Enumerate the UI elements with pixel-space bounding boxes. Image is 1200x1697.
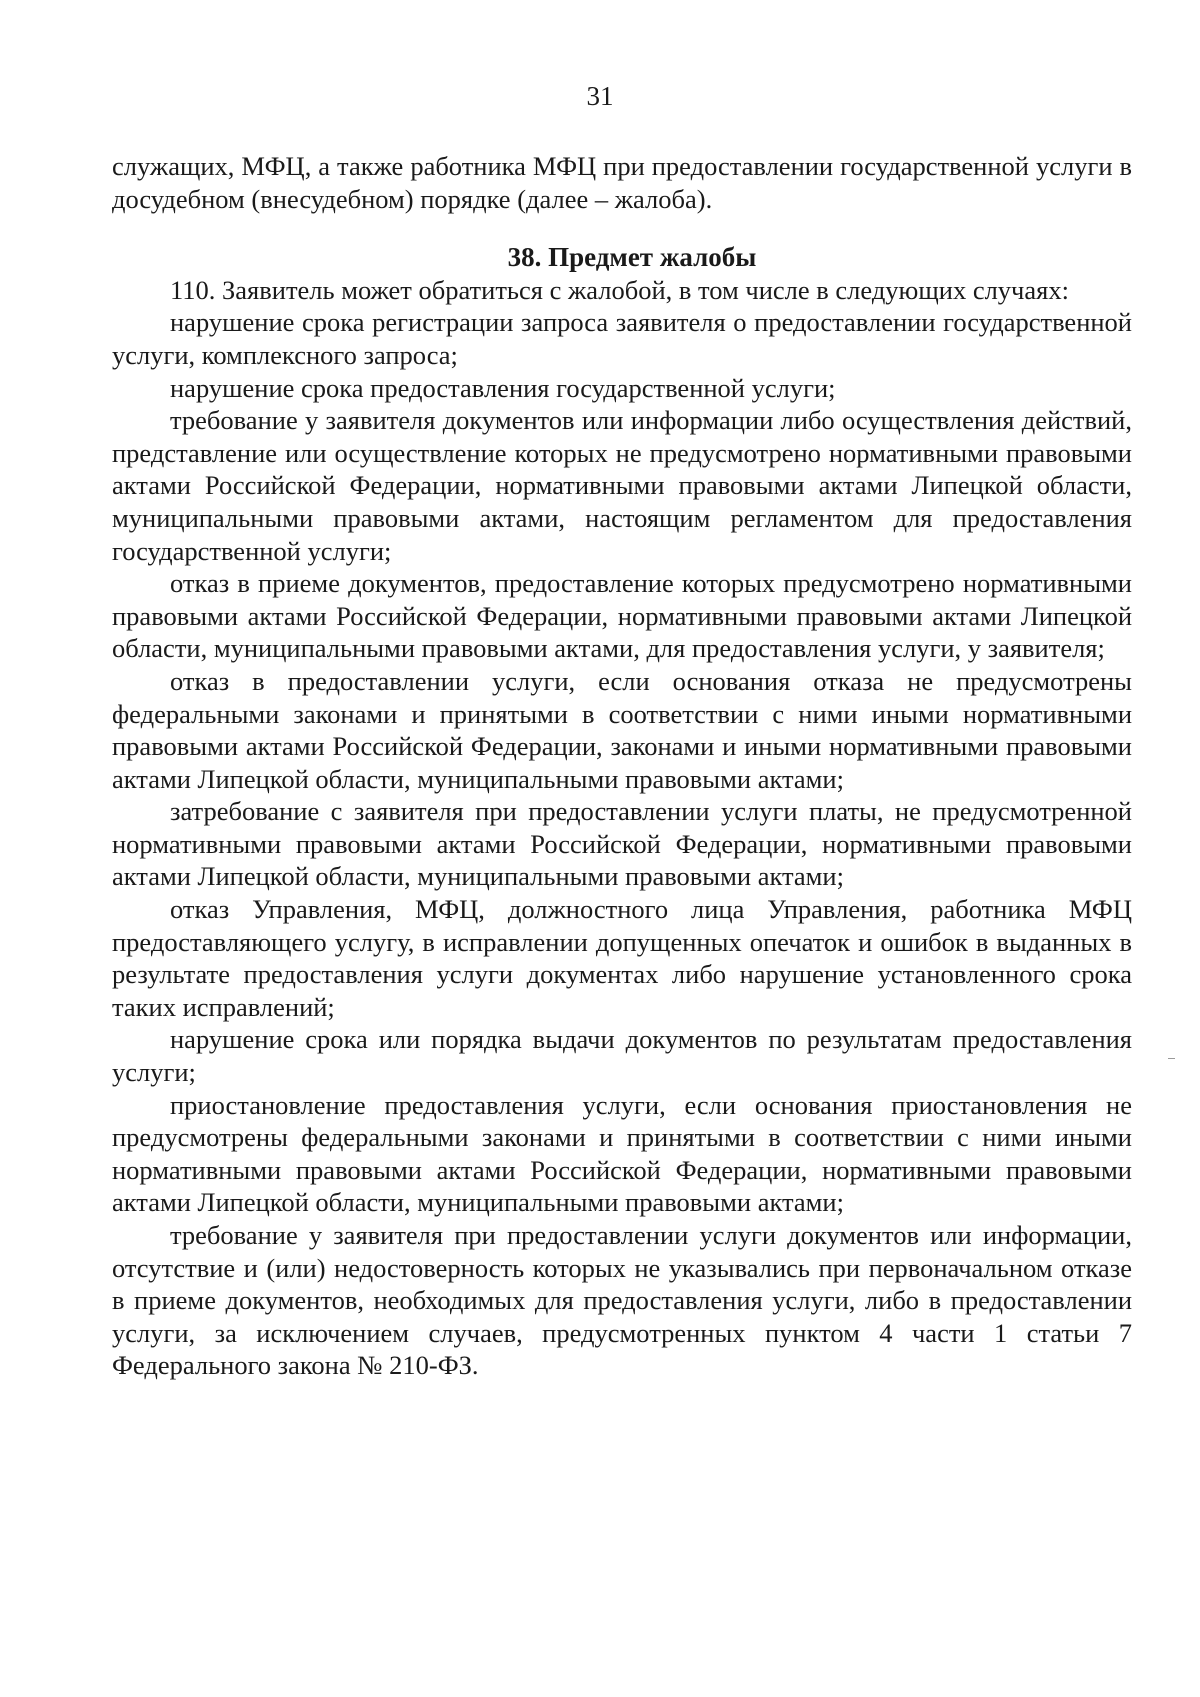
list-item: затребование с заявителя при предоставлении услуги платы, не предусмотренной нормативными правовыми актами Российской Федерации, нормативными правовыми актами Липецкой области, муниципальными правовыми актами;	[112, 796, 1132, 892]
list-item: нарушение срока предоставления государственной услуги;	[170, 372, 836, 403]
page-number: 31	[586, 81, 614, 111]
intro-paragraph: служащих, МФЦ, а также работника МФЦ при предоставлении государственной услуги в досудебном (внесудебном) порядке (далее – жалоба).	[112, 151, 1132, 214]
section-heading: 38. Предмет жалобы	[507, 242, 757, 273]
scan-edge-mark	[1168, 1058, 1175, 1059]
list-item: отказ в предоставлении услуги, если основания отказа не предусмотрены федеральными законами и принятыми в соответствии с ними иными нормативными правовыми актами Российской Федерации, законами и иными нормативными правовыми актами Липецкой области, муниципальными правовыми актами;	[112, 665, 1132, 794]
list-item: нарушение срока или порядка выдачи документов по результатам предоставления услуги;	[112, 1024, 1132, 1088]
list-item: приостановление предоставления услуги, если основания приостановления не предусмотрены федеральными законами и принятыми в соответствии с ними иными нормативными правовыми актами Российской Федерации, нормативными правовыми актами Липецкой области, муниципальными правовыми актами;	[112, 1089, 1132, 1218]
paragraph-110: 110. Заявитель может обратиться с жалобой, в том числе в следующих случаях:	[170, 274, 1069, 305]
list-item: нарушение срока регистрации запроса заявителя о предоставлении государственной услуги, комплексного запроса;	[112, 307, 1132, 370]
list-item: отказ Управления, МФЦ, должностного лица Управления, работника МФЦ предоставляющего услугу, в исправлении допущенных опечаток и ошибок в выданных в результате предоставления услуги документах либо нарушение установленного срока таких исправлений;	[112, 894, 1132, 1022]
list-item: отказ в приеме документов, предоставление которых предусмотрено нормативными правовыми актами Российской Федерации, нормативными правовыми актами Липецкой области, муниципальными правовыми актами, для предоставления услуги, у заявителя;	[112, 568, 1132, 664]
document-body	[112, 150, 1132, 1382]
list-item: требование у заявителя при предоставлении услуги документов или информации, отсутствие и (или) недостоверность которых не указывались при первоначальном отказе в приеме документов, необходимых для предоставления услуги, либо в предоставлении услуги, за исключением случаев, предусмотренных пунктом 4 части 1 статьи 7 Федерального закона № 210-ФЗ.	[112, 1220, 1132, 1381]
list-item: требование у заявителя документов или информации либо осуществления действий, представление или осуществление которых не предусмотрено нормативными правовыми актами Российской Федерации, нормативными правовыми актами Липецкой области, муниципальными правовыми актами, настоящим регламентом для предоставления государственной услуги;	[112, 405, 1132, 566]
